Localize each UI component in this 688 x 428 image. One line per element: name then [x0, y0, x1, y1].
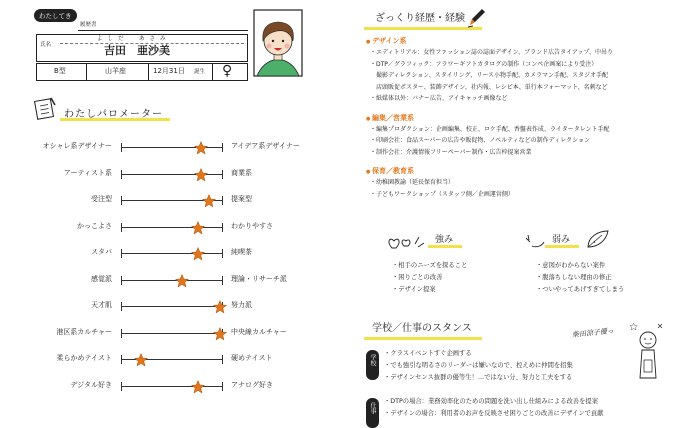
doc-title: 履歴書 [80, 22, 97, 28]
strengths-doodle-icon [386, 234, 426, 252]
doc-title-underline [78, 30, 248, 31]
birthday: 12月31日 [153, 67, 185, 75]
career-section-heading [366, 37, 406, 47]
parameter-left-label: 柔らかめテイスト [56, 354, 112, 362]
career-item: ・幼稚園教諭（延長保育担当） [370, 179, 455, 186]
career-section-heading [366, 114, 414, 124]
avatar [253, 9, 303, 77]
parameter-bar [121, 147, 223, 148]
parameter-bar [121, 306, 223, 307]
parameter-title: わたしパロメーター [64, 109, 163, 120]
school-stance-item: ・クラスイベントすぐ企画する [384, 350, 472, 357]
career-item: ・紙媒体以外：バナー広告、アイキャッチ画像など [370, 95, 508, 102]
parameter-left-label: 感覚派 [91, 274, 112, 283]
birthday-suffix: 誕生 [194, 69, 206, 75]
parameter-left-label: アーティスト系 [63, 168, 112, 177]
parameter-left-label: 天才肌 [91, 301, 112, 309]
career-title-highlight [364, 27, 482, 30]
work-stance-item: ・デザインの場合：利用者のお声を反映させ困りごとの改善にデザインで貢献 [384, 410, 604, 417]
parameter-star-marker [191, 246, 205, 260]
sparkle-icon [524, 234, 546, 250]
career-title: ざっくり経歴・経験 [375, 13, 465, 24]
parameter-left-label: スタバ [91, 248, 112, 256]
career-item: ・編集プロダクション：企画編集、校正、ロケ手配、香盤表作成、ライタータレント手配 [370, 125, 610, 133]
info-box [36, 63, 248, 81]
furigana: よしだ あさみ [97, 36, 171, 42]
parameter-right-label: 硬めテイスト [231, 354, 273, 362]
strengths-title: 強み [435, 235, 454, 245]
notepad-icon [34, 96, 56, 120]
leaf-icon [584, 229, 610, 251]
parameter-bar [121, 227, 223, 228]
school-stance-item: ・でも強引な明るさのリーダーは嫌いなので、控えめに仲間を招集 [384, 362, 573, 369]
parameter-star-marker [175, 273, 189, 287]
parameter-left-label: 港区系カルチャー [56, 327, 112, 336]
career-heading-text: デザイン系 [371, 37, 407, 45]
zodiac: 山羊座 [105, 67, 126, 75]
parameter-star-marker [134, 352, 148, 366]
signature: 柴田涼子優っ [571, 326, 615, 340]
parameter-left-label: かっこよさ [77, 221, 112, 230]
work-stance-item: ・DTPの場合：業務効率化のための問題を洗い出し仕組みによる改善を提案 [384, 398, 598, 405]
school-tag-label: 学校 [369, 354, 376, 366]
parameter-left-label: デジタル好き [70, 380, 112, 389]
school-stance-item: ・デザインセンス抜群の優等生！…ではない分、努力と工夫をする [384, 374, 573, 381]
career-heading-text: 編集／営業系 [371, 113, 414, 122]
parameter-left-label: オシャレ系デザイナー [42, 142, 112, 150]
name: 吉田 亜沙美 [104, 44, 170, 57]
career-item: ・DTP／グラフィック：フラワーギフトカタログの制作（コンペ企画案により受注） [370, 60, 598, 68]
career-item: ・印刷会社：食品スーパーの広告や販促物、ノベルティなどの制作ディレクション [370, 137, 590, 144]
person-doodle-icon [628, 320, 668, 380]
parameter-star-marker [202, 193, 216, 207]
parameter-right-label: 提案型 [231, 195, 252, 203]
parameter-star-marker [194, 167, 208, 181]
career-item: 撮影ディレクション、スタイリング、リース小物手配、カメラマン手配、スタジオ手配 [370, 72, 609, 79]
parameter-bar [121, 386, 223, 387]
blood-type: B型 [54, 67, 66, 75]
profile-badge: わたしてき [34, 9, 77, 22]
stance-title: 学校／仕事のスタンス [372, 323, 472, 334]
weakness-item: ・意図がわからない案件 [536, 262, 606, 269]
weakness-item: ・ついやってあげすぎてしまう [536, 286, 625, 293]
parameter-bar [121, 174, 223, 175]
parameter-bar [121, 253, 223, 254]
parameter-right-label: アイデア系デザイナー [231, 142, 300, 150]
parameter-star-marker [194, 140, 208, 154]
career-item: ・制作会社：介護情報フリーペーパー制作・広告枠提案営業 [370, 148, 532, 156]
parameter-left-label: 受注型 [91, 195, 112, 203]
strength-item: ・困りごとの改善 [392, 274, 443, 281]
parameter-right-label: 純喫茶 [231, 248, 252, 256]
parameter-right-label: 商業系 [231, 168, 252, 177]
pen-icon [467, 6, 487, 28]
career-item: ・エディトリアル：女性ファッション誌の誌面デザイン、ブランド広告タイアップ、中吊り [370, 49, 613, 56]
parameter-star-marker [191, 379, 205, 393]
stance-title-highlight [364, 337, 482, 340]
parameter-right-label: アナログ好き [231, 380, 273, 389]
parameter-star-marker [213, 299, 227, 313]
weaknesses-title: 弱み [552, 235, 571, 245]
weakness-item: ・腹落ちしない理由の修正 [536, 274, 612, 281]
work-tag-label: 仕事 [369, 402, 376, 414]
name-label: 氏名 [40, 42, 52, 48]
parameter-star-marker [191, 220, 205, 234]
school-tag [366, 350, 379, 380]
career-item: ・子どもワークショップ（スタッフ側／企画運営側） [370, 190, 514, 198]
parameter-right-label: 努力派 [231, 301, 252, 309]
parameter-bar [121, 280, 223, 281]
parameter-right-label: 理論・リサーチ派 [231, 274, 287, 283]
career-heading-bullet: ● [366, 169, 372, 175]
parameter-star-marker [213, 326, 227, 340]
parameter-bar [121, 333, 223, 334]
career-heading-text: 保育／教育系 [371, 167, 414, 175]
career-item: 店頭販促ポスター、装飾デザイン、社内報、レシピ本、単行本フォーマット、名刺など [370, 83, 608, 91]
strength-item: ・デザイン提案 [392, 286, 436, 293]
parameter-right-label: わかりやすさ [231, 221, 273, 230]
strength-item: ・相手のニーズを探ること [392, 262, 468, 269]
career-section-heading [366, 167, 414, 177]
parameter-right-label: 中央線カルチャー [231, 327, 287, 336]
gender-symbol: ♀ [222, 63, 233, 79]
career-heading-bullet: ● [366, 115, 372, 122]
career-heading-bullet: ● [366, 39, 372, 45]
